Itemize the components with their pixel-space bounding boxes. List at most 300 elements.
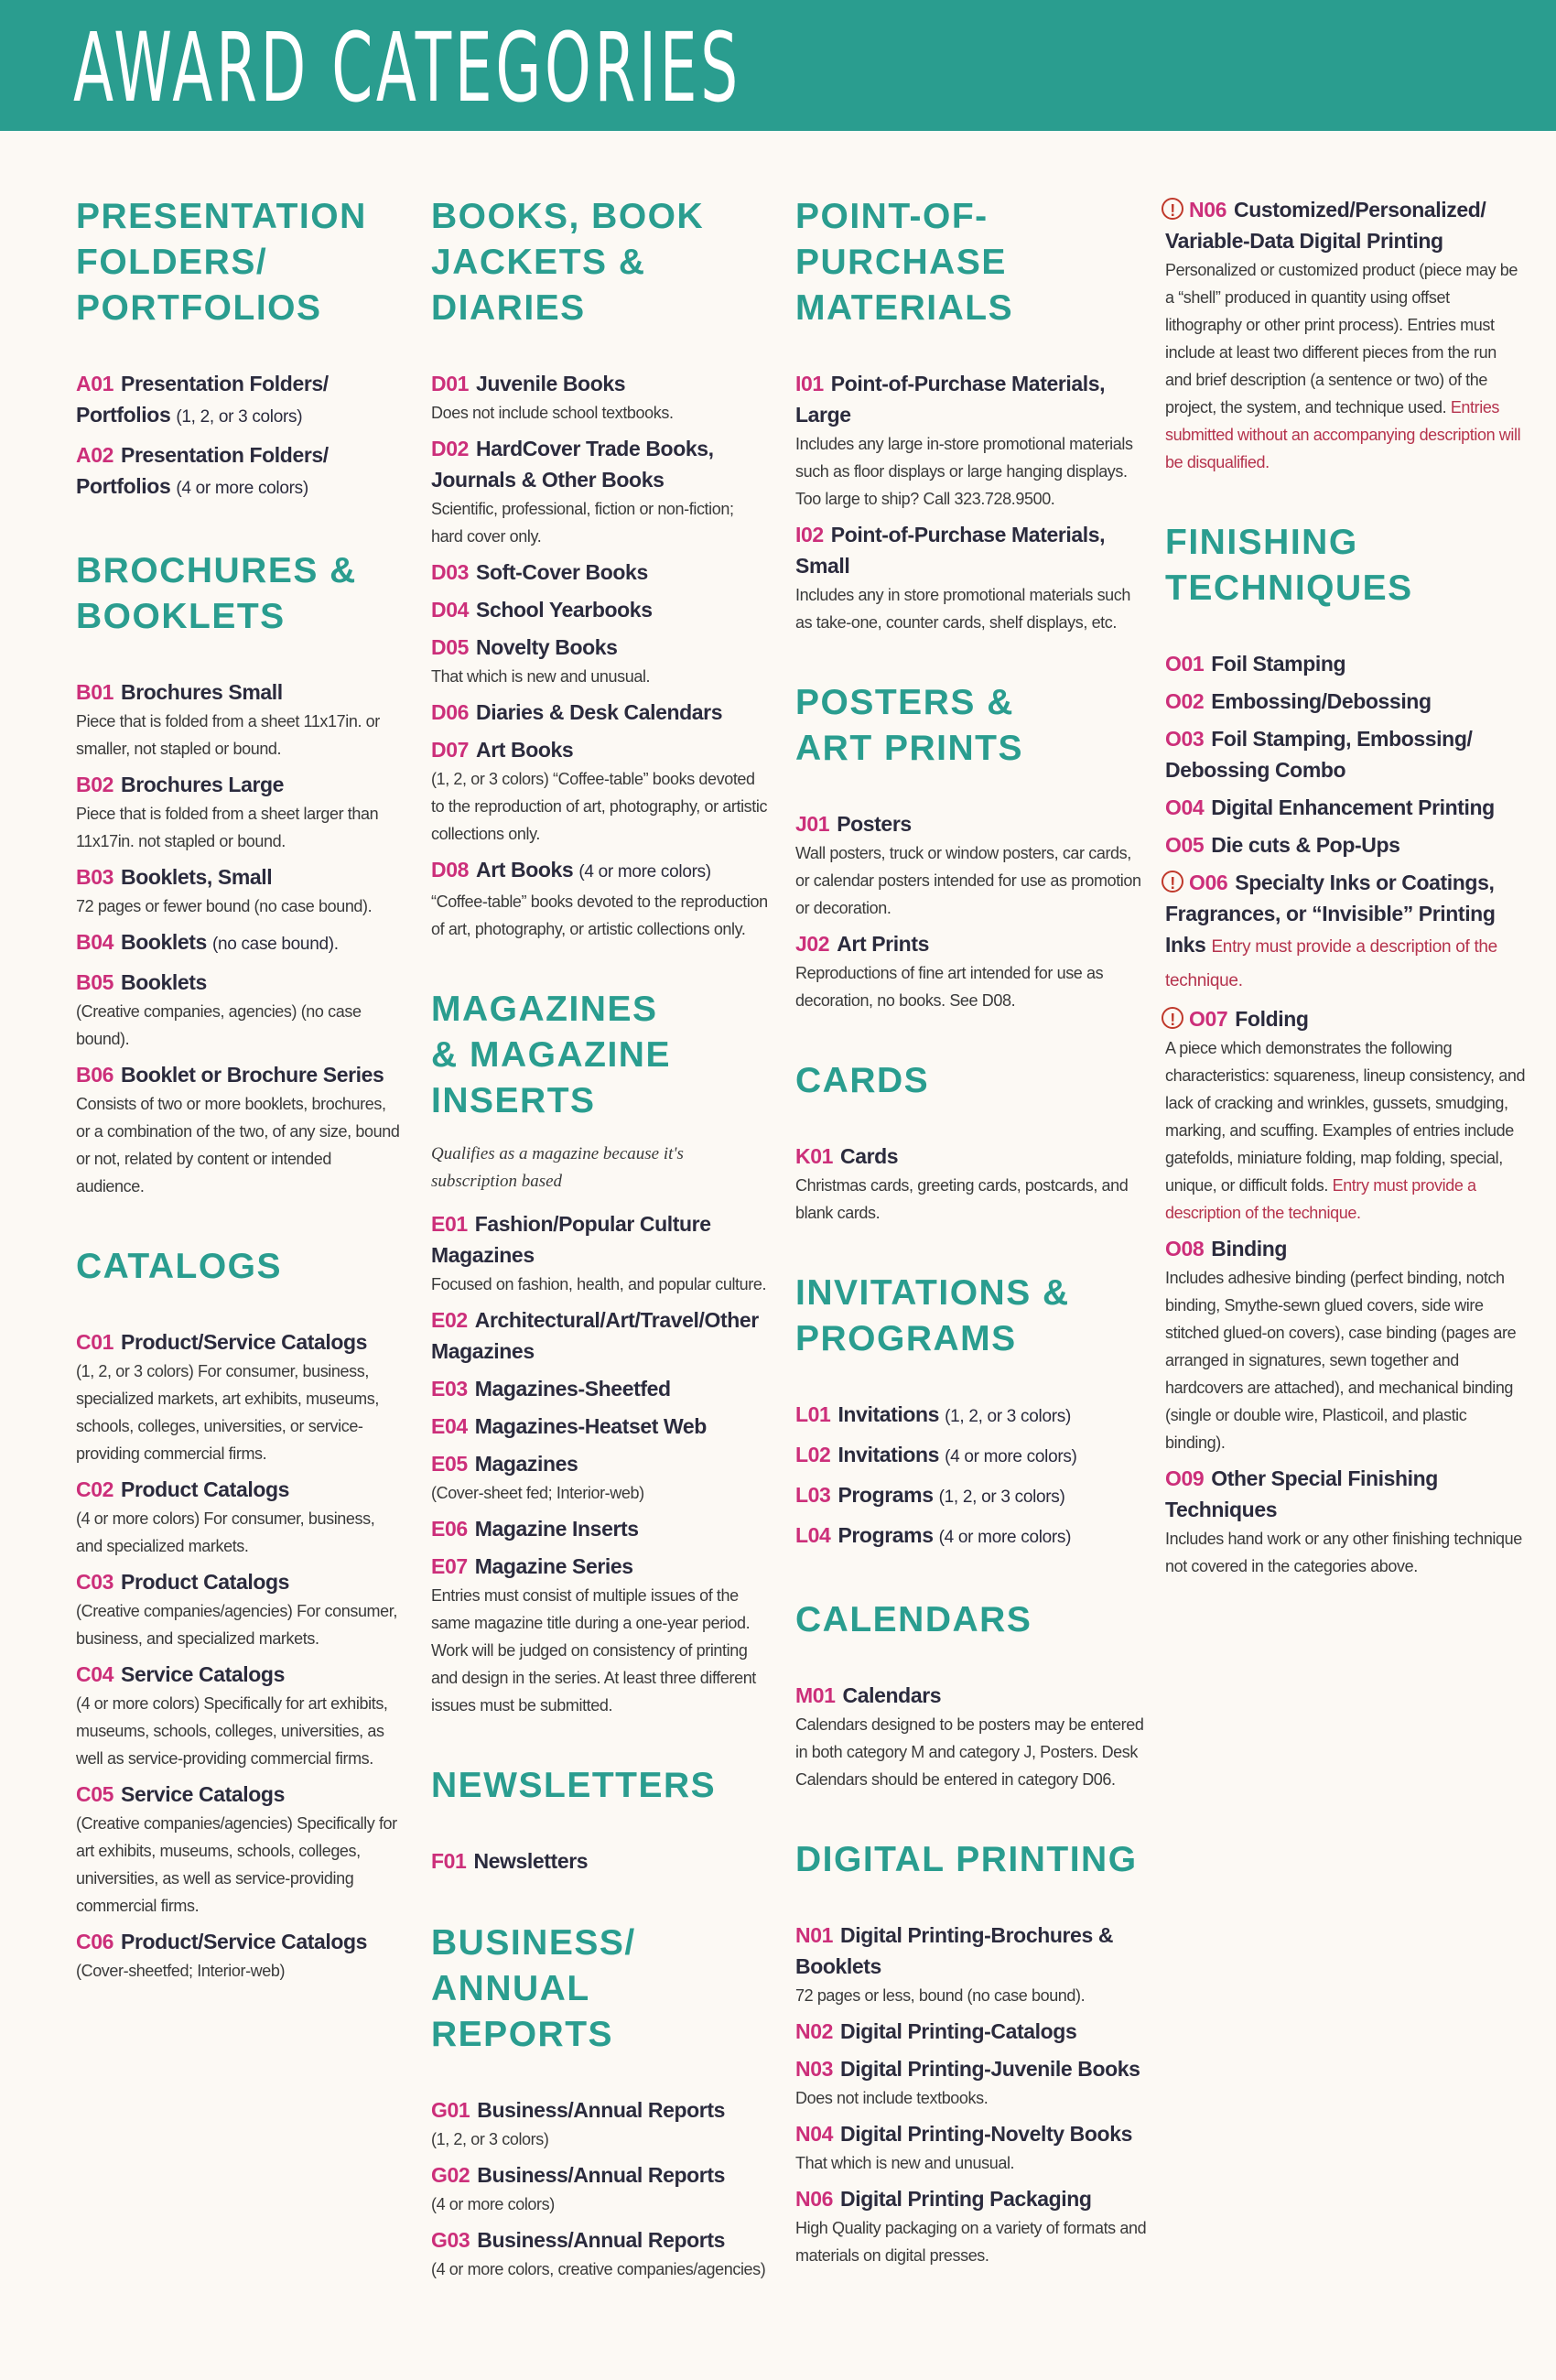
description-text: That which is new and unusual. [431, 667, 651, 686]
category-title: Invitations [837, 1402, 940, 1426]
category-code: O04 [1165, 795, 1205, 819]
category-description [76, 1505, 401, 1560]
description-text: (Creative companies/agencies) Specifically for art exhibits, museums, schools, colleges, universities, as well as service-providing commercial firms. [76, 1814, 397, 1915]
category-entry [76, 676, 401, 763]
category-code: O08 [1165, 1237, 1205, 1260]
category-description [1165, 1264, 1527, 1456]
category-title: Die cuts & Pop-Ups [1211, 833, 1400, 857]
description-text: Does not include school textbooks. [431, 404, 674, 422]
description-text: Christmas cards, greeting cards, postcards, and blank cards. [795, 1176, 1129, 1222]
category-section [795, 1271, 1148, 1553]
category-entry [795, 2118, 1148, 2177]
description-text: (1, 2, or 3 colors) [431, 2130, 549, 2148]
alert-icon: ! [1162, 1007, 1183, 1029]
category-code: B01 [76, 680, 113, 704]
category-title: Specialty Inks or Coatings, Fragrances, or “Invisible” Printing Inks [1165, 871, 1496, 957]
category-code: M01 [795, 1683, 836, 1707]
category-description [795, 2084, 1148, 2112]
category-title: Booklet or Brochure Series [121, 1063, 384, 1087]
description-text: High Quality packaging on a variety of formats and materials on digital presses. [795, 2219, 1147, 2265]
description-text: A piece which demonstrates the following characteristics: squareness, lineup consistency, and lack of cracking and wrinkles, gussets, smudging, marking, and scuffing. Examples of entries include gatefolds, miniature folding, map folding, special, unique, or difficult folds. [1165, 1039, 1526, 1195]
entry-heading [1165, 648, 1527, 679]
entry-heading [76, 926, 401, 960]
category-section [431, 1920, 768, 2283]
category-entry [76, 368, 401, 433]
category-description [76, 1957, 401, 1985]
category-title: Diaries & Desk Calendars [476, 700, 723, 724]
description-text: (Cover-sheetfed; Interior-web) [76, 1962, 286, 1980]
category-code: D06 [431, 700, 469, 724]
category-code: G03 [431, 2228, 470, 2252]
title-banner [0, 0, 1556, 131]
category-section [1165, 520, 1527, 1580]
column-1 [76, 194, 401, 2028]
category-title: Business/Annual Reports [477, 2163, 725, 2187]
category-entry [431, 1513, 768, 1544]
category-title: Soft-Cover Books [476, 560, 648, 584]
category-code: O07 [1189, 1007, 1228, 1031]
category-entry [1165, 792, 1527, 823]
category-description [795, 430, 1148, 513]
category-entry [795, 1439, 1148, 1473]
category-code: F01 [431, 1849, 467, 1873]
category-section [795, 194, 1148, 636]
description-text: (1, 2, or 3 colors) For consumer, business, specialized markets, art exhibits, museums, schools, colleges, universities, or service-providing commercial firms. [76, 1362, 379, 1463]
category-description [795, 2214, 1148, 2269]
category-section [431, 194, 768, 943]
category-code: C03 [76, 1570, 113, 1594]
category-entry [431, 1373, 768, 1404]
category-description [76, 800, 401, 855]
entry-heading [76, 1659, 401, 1690]
category-section [431, 987, 768, 1719]
category-entry [76, 1059, 401, 1200]
category-description [431, 399, 768, 427]
section-heading: MAGAZINES & MAGAZINE INSERTS [431, 990, 671, 1120]
category-section [795, 1837, 1148, 2269]
entry-heading [76, 1326, 401, 1358]
category-entry [431, 697, 768, 728]
category-code: B02 [76, 773, 113, 796]
category-title: Product Catalogs [121, 1477, 290, 1501]
category-code: D08 [431, 858, 469, 882]
category-code: E07 [431, 1554, 468, 1578]
category-code: E05 [431, 1452, 468, 1476]
description-text: Wall posters, truck or window posters, car cards, or calendar posters intended for use as promotion or decoration. [795, 844, 1141, 917]
entry-heading [795, 519, 1148, 581]
category-entry [1165, 829, 1527, 860]
category-note: (1, 2, or 3 colors) [176, 407, 303, 427]
column-4 [1165, 194, 1527, 1624]
section-heading: INVITATIONS & PROGRAMS [795, 1273, 1070, 1358]
category-entry [1165, 194, 1527, 476]
section-heading: CATALOGS [76, 1247, 283, 1286]
entry-heading [1165, 723, 1527, 785]
category-title: Other Special Finishing Techniques [1165, 1466, 1438, 1521]
entry-heading [431, 557, 768, 588]
category-title: Presentation Folders/ Portfolios [76, 443, 329, 498]
category-title: Foil Stamping, Embossing/ Debossing Combo [1165, 727, 1473, 782]
category-code: I01 [795, 372, 824, 395]
category-title: Posters [837, 812, 912, 836]
category-title: Booklets [121, 930, 207, 954]
description-text: Entries must consist of multiple issues of the same magazine title during a one-year period. Work will be judged on consistency of printing and design in the series. At least three different issues must be submitted. [431, 1586, 756, 1715]
category-code: G02 [431, 2163, 470, 2187]
category-note: (4 or more colors) [176, 479, 308, 498]
category-description [795, 1711, 1148, 1793]
entry-heading [431, 1373, 768, 1404]
entry-heading [795, 2016, 1148, 2047]
category-title: Magazines-Sheetfed [474, 1377, 671, 1401]
category-entry [795, 808, 1148, 922]
category-code: A02 [76, 443, 113, 467]
category-entry [795, 928, 1148, 1014]
alert-icon: ! [1162, 871, 1183, 892]
category-title: Business/Annual Reports [477, 2098, 725, 2122]
category-note: (4 or more colors) [578, 862, 711, 882]
category-entry [795, 2053, 1148, 2112]
entry-heading [76, 439, 401, 504]
category-entry [76, 1926, 401, 1985]
category-code: N04 [795, 2122, 833, 2146]
entry-heading [1165, 792, 1527, 823]
category-code: O03 [1165, 727, 1205, 751]
category-title: Booklets [121, 970, 207, 994]
category-entry [795, 519, 1148, 636]
category-code: N03 [795, 2057, 833, 2081]
category-title: Booklets, Small [121, 865, 273, 889]
entry-heading [76, 676, 401, 708]
entry-heading [431, 1448, 768, 1479]
section-heading: DIGITAL PRINTING [795, 1840, 1138, 1879]
category-title: Product/Service Catalogs [121, 1930, 368, 1953]
description-text: (4 or more colors, creative companies/agencies) [431, 2260, 766, 2278]
category-entry [795, 1479, 1148, 1513]
category-description [76, 708, 401, 763]
category-entry [76, 1474, 401, 1560]
description-text: (Creative companies/agencies) For consumer, business, and specialized markets. [76, 1602, 397, 1648]
category-description [76, 892, 401, 920]
category-description [76, 1090, 401, 1200]
category-code: I02 [795, 523, 824, 546]
entry-heading [795, 368, 1148, 430]
category-code: N06 [795, 2187, 833, 2211]
category-entry [76, 1566, 401, 1652]
category-note: (1, 2, or 3 colors) [945, 1407, 1071, 1426]
section-heading: FINISHING TECHNIQUES [1165, 523, 1413, 608]
category-description [431, 765, 768, 848]
category-entry [431, 632, 768, 690]
section-heading: PRESENTATION FOLDERS/ PORTFOLIOS [76, 197, 367, 328]
category-title: Foil Stamping [1211, 652, 1346, 676]
description-text: 72 pages or fewer bound (no case bound). [76, 897, 373, 915]
category-title: Magazines [474, 1452, 578, 1476]
description-text: Reproductions of fine art intended for use as decoration, no books. See D08. [795, 964, 1104, 1010]
entry-heading [795, 1439, 1148, 1473]
entry-heading [431, 1513, 768, 1544]
category-section [76, 194, 401, 504]
category-entry [431, 2224, 768, 2283]
category-title: Product Catalogs [121, 1570, 290, 1594]
entry-heading [76, 769, 401, 800]
entry-heading [795, 1141, 1148, 1172]
category-code: N01 [795, 1923, 833, 1947]
entry-heading [1165, 1003, 1527, 1034]
category-entry [76, 1779, 401, 1920]
entry-warning: Entry must provide a description of the technique. [1165, 937, 1497, 990]
category-entry [431, 1411, 768, 1442]
category-entry [431, 1208, 768, 1298]
description-text: Personalized or customized product (piece may be a “shell” produced in quantity using offset lithography or other print process). Entries must include at least two different pieces from the run and brief description (a sentence or two) of the project, the system, and technique used. [1165, 261, 1518, 416]
category-code: C01 [76, 1330, 113, 1354]
category-section [76, 548, 401, 1200]
entry-heading [795, 2183, 1148, 2214]
entry-heading [76, 1926, 401, 1957]
description-text: That which is new and unusual. [795, 2154, 1015, 2172]
entry-heading [795, 1920, 1148, 1982]
category-entry [795, 2183, 1148, 2269]
entry-heading [795, 1479, 1148, 1513]
section-heading: BOOKS, BOOK JACKETS & DIARIES [431, 197, 705, 328]
category-title: Magazines-Heatset Web [474, 1414, 707, 1438]
category-title: Presentation Folders/ Portfolios [76, 372, 329, 427]
section-heading: CARDS [795, 1061, 930, 1100]
entry-heading [1165, 686, 1527, 717]
category-entry [1165, 723, 1527, 785]
category-description [1165, 256, 1527, 476]
category-code: L02 [795, 1443, 831, 1466]
category-title: HardCover Trade Books, Journals & Other Books [431, 437, 714, 492]
category-entry [795, 1920, 1148, 2009]
category-description [1165, 1034, 1527, 1227]
category-entry [431, 2159, 768, 2218]
alert-icon: ! [1162, 198, 1183, 220]
category-code: L03 [795, 1483, 831, 1507]
category-code: C06 [76, 1930, 113, 1953]
description-text: Focused on fashion, health, and popular culture. [431, 1275, 767, 1293]
description-text: Piece that is folded from a sheet larger than 11x17in. not stapled or bound. [76, 805, 379, 850]
entry-heading [76, 967, 401, 998]
entry-heading [76, 861, 401, 892]
category-description [76, 1597, 401, 1652]
description-text: (Cover-sheet fed; Interior-web) [431, 1484, 644, 1502]
entry-warning: Entry must provide a description of the technique. [1165, 1176, 1476, 1222]
category-title: Magazine Series [474, 1554, 633, 1578]
category-code: D04 [431, 598, 469, 622]
category-description [76, 1810, 401, 1920]
category-entry [431, 1551, 768, 1719]
description-text: Consists of two or more booklets, brochures, or a combination of the two, of any size, bound or not, related by content or intended audience. [76, 1095, 400, 1195]
category-code: E03 [431, 1377, 468, 1401]
category-title: Novelty Books [476, 635, 618, 659]
category-code: G01 [431, 2098, 470, 2122]
category-entry [795, 2016, 1148, 2047]
category-title: Programs [837, 1523, 934, 1547]
entry-heading [1165, 194, 1527, 256]
entry-heading [795, 808, 1148, 839]
entry-heading [431, 368, 768, 399]
category-code: J02 [795, 932, 830, 956]
description-text: (4 or more colors) Specifically for art exhibits, museums, schools, colleges, universities, as well as service-providing commercial firms. [76, 1694, 388, 1768]
category-note: (no case bound). [211, 935, 339, 954]
section-intro: Qualifies as a magazine because it's subscription based [431, 1144, 684, 1191]
category-title: Digital Printing-Brochures & Booklets [795, 1923, 1114, 1978]
category-code: B05 [76, 970, 113, 994]
category-note: (4 or more colors) [938, 1528, 1072, 1547]
category-entry [431, 854, 768, 943]
category-entry [76, 769, 401, 855]
category-description [431, 1479, 768, 1507]
category-title: Brochures Small [121, 680, 283, 704]
category-title: Service Catalogs [121, 1782, 285, 1806]
category-description [795, 959, 1148, 1014]
column-2 [431, 194, 768, 2327]
category-code: B04 [76, 930, 113, 954]
category-code: E04 [431, 1414, 468, 1438]
category-description [795, 581, 1148, 636]
entry-heading [795, 2053, 1148, 2084]
section-heading: POINT-OF- PURCHASE MATERIALS [795, 197, 1014, 328]
entry-heading [431, 734, 768, 765]
category-entry [431, 734, 768, 848]
category-description [76, 998, 401, 1053]
category-entry [1165, 867, 1527, 997]
category-entry [431, 1304, 768, 1367]
category-title: Art Books [476, 858, 574, 882]
column-3 [795, 194, 1148, 2313]
category-entry [431, 557, 768, 588]
description-text: (4 or more colors) For consumer, business, and specialized markets. [76, 1509, 375, 1555]
category-entry [76, 926, 401, 960]
category-code: L01 [795, 1402, 831, 1426]
category-title: Fashion/Popular Culture Magazines [431, 1212, 711, 1267]
category-title: Business/Annual Reports [477, 2228, 725, 2252]
category-code: J01 [795, 812, 830, 836]
category-title: Product/Service Catalogs [121, 1330, 368, 1354]
entry-heading [76, 1059, 401, 1090]
category-description [431, 888, 768, 943]
category-entry [1165, 648, 1527, 679]
page-title: AWARD CATEGORIES [73, 12, 741, 124]
category-code: D01 [431, 372, 469, 395]
category-description [431, 1582, 768, 1719]
category-entry [76, 861, 401, 920]
description-text: Includes any in store promotional materials such as take-one, counter cards, shelf displays, etc. [795, 586, 1130, 632]
entry-heading [431, 1845, 768, 1877]
category-code: O06 [1189, 871, 1228, 894]
category-entry [795, 1399, 1148, 1433]
category-title: Programs [837, 1483, 934, 1507]
entry-heading [431, 594, 768, 625]
category-entry [795, 1520, 1148, 1553]
category-note: (4 or more colors) [945, 1447, 1077, 1466]
category-title: Art Books [476, 738, 574, 762]
category-entry [431, 1845, 768, 1877]
category-description [76, 1358, 401, 1467]
entry-heading [431, 632, 768, 663]
category-note: (1, 2, or 3 colors) [938, 1488, 1065, 1507]
entry-heading [431, 2094, 768, 2126]
category-description [431, 663, 768, 690]
description-text: Includes any large in-store promotional materials such as floor displays or large hanging displays. Too large to ship? Call 323.728.9500. [795, 435, 1133, 508]
category-title: Binding [1211, 1237, 1288, 1260]
category-entry [76, 1659, 401, 1772]
category-entry [431, 1448, 768, 1507]
entry-warning: Entries submitted without an accompanying description will be disqualified. [1165, 398, 1521, 471]
section-heading: BROCHURES & BOOKLETS [76, 551, 357, 636]
entry-heading [1165, 867, 1527, 997]
category-title: Digital Printing-Catalogs [840, 2019, 1077, 2043]
category-description [431, 1271, 768, 1298]
category-entry [76, 1326, 401, 1467]
category-entry [431, 594, 768, 625]
category-title: Brochures Large [121, 773, 285, 796]
category-description [431, 2191, 768, 2218]
category-entry [431, 433, 768, 550]
description-text: Includes hand work or any other finishing technique not covered in the categories above. [1165, 1530, 1522, 1575]
category-title: Embossing/Debossing [1211, 689, 1432, 713]
category-code: B06 [76, 1063, 113, 1087]
category-code: D05 [431, 635, 469, 659]
category-code: A01 [76, 372, 113, 395]
entry-heading [1165, 1463, 1527, 1525]
category-section [1165, 194, 1527, 476]
category-description [431, 2256, 768, 2283]
category-code: D07 [431, 738, 469, 762]
category-description [795, 2149, 1148, 2177]
category-title: Digital Printing Packaging [840, 2187, 1092, 2211]
category-title: Cards [840, 1144, 899, 1168]
entry-heading [431, 1304, 768, 1367]
entry-heading [431, 854, 768, 888]
category-description [431, 2126, 768, 2153]
category-entry [1165, 1233, 1527, 1456]
section-heading: BUSINESS/ ANNUAL REPORTS [431, 1923, 636, 2054]
category-title: School Yearbooks [476, 598, 653, 622]
entry-heading [795, 1399, 1148, 1433]
category-title: Calendars [842, 1683, 942, 1707]
category-entry [431, 368, 768, 427]
category-section [795, 1597, 1148, 1793]
category-title: Art Prints [837, 932, 929, 956]
category-description [431, 495, 768, 550]
category-title: Customized/Personalized/ Variable-Data Digital Printing [1165, 198, 1486, 253]
description-text: Does not include textbooks. [795, 2089, 989, 2107]
entry-heading [76, 1566, 401, 1597]
category-code: E01 [431, 1212, 468, 1236]
section-heading: CALENDARS [795, 1600, 1032, 1639]
category-section [76, 1244, 401, 1985]
entry-heading [431, 2224, 768, 2256]
category-title: Architectural/Art/Travel/Other Magazines [431, 1308, 759, 1363]
category-section [795, 680, 1148, 1014]
category-code: D03 [431, 560, 469, 584]
category-code: E02 [431, 1308, 468, 1332]
description-text: Piece that is folded from a sheet 11x17in. or smaller, not stapled or bound. [76, 712, 380, 758]
category-entry [431, 2094, 768, 2153]
category-description [795, 1172, 1148, 1227]
entry-heading [795, 1680, 1148, 1711]
category-section [431, 1763, 768, 1877]
description-text: (Creative companies, agencies) (no case bound). [76, 1002, 362, 1048]
category-title: Digital Printing-Novelty Books [840, 2122, 1132, 2146]
category-entry [795, 1680, 1148, 1793]
category-entry [1165, 686, 1527, 717]
category-title: Service Catalogs [121, 1662, 285, 1686]
entry-heading [431, 697, 768, 728]
category-title: Juvenile Books [476, 372, 626, 395]
category-code: C02 [76, 1477, 113, 1501]
